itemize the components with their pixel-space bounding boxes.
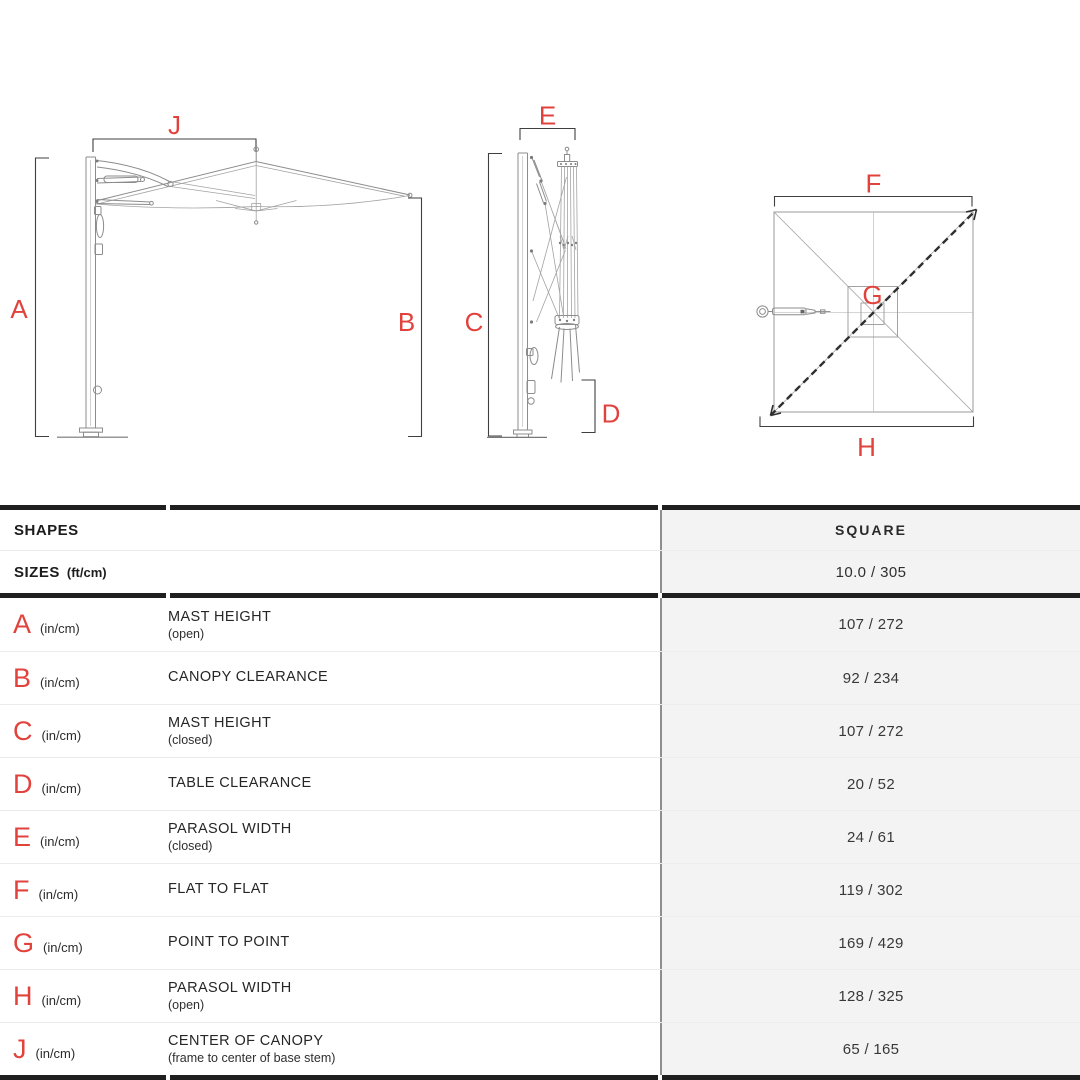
turnbuckle <box>757 306 831 317</box>
row-value: 107 / 272 <box>660 705 1080 757</box>
row-description: CANOPY CLEARANCE <box>168 669 329 685</box>
row-letter: B <box>13 662 32 693</box>
shape-value: SQUARE <box>660 510 1080 550</box>
spec-row-b <box>0 651 1080 704</box>
shapes-header-row <box>0 510 1080 551</box>
closed-umbrella-diagram <box>465 101 621 438</box>
dim-line-d <box>582 380 596 433</box>
dim-label-j: J <box>168 110 181 140</box>
row-description: POINT TO POINT <box>168 934 290 950</box>
row-unit: (in/cm) <box>35 1045 76 1061</box>
row-letter: G <box>13 927 35 958</box>
spec-row-g <box>0 916 1080 969</box>
row-unit: (in/cm) <box>40 833 80 849</box>
row-letter: D <box>13 768 33 799</box>
row-description: FLAT TO FLAT <box>168 881 269 897</box>
row-value: 92 / 234 <box>660 652 1080 704</box>
row-value: 107 / 272 <box>660 598 1080 651</box>
row-unit: (in/cm) <box>38 886 79 902</box>
row-value: 169 / 429 <box>660 917 1080 969</box>
spec-row-j <box>0 1022 1080 1075</box>
dim-line-c <box>489 154 503 437</box>
spec-row-d <box>0 757 1080 810</box>
row-letter: F <box>13 874 30 905</box>
dim-label-f: F <box>865 168 882 199</box>
row-value: 128 / 325 <box>660 970 1080 1022</box>
dim-label-b: B <box>397 307 416 337</box>
dim-label-c: C <box>464 307 484 337</box>
spec-row-c <box>0 704 1080 757</box>
row-sub: (closed) <box>168 839 213 853</box>
row-unit: (in/cm) <box>41 992 82 1008</box>
row-value: 24 / 61 <box>660 811 1080 863</box>
spec-row-e <box>0 810 1080 863</box>
size-value: 10.0 / 305 <box>660 551 1080 593</box>
spec-row-f <box>0 863 1080 916</box>
shapes-label: SHAPES <box>14 521 79 539</box>
dim-line-a <box>36 158 50 437</box>
row-description: CENTER OF CANOPY <box>168 1033 324 1049</box>
dim-label-d: D <box>601 398 621 429</box>
dim-label-h: H <box>857 432 876 462</box>
row-value: 65 / 165 <box>660 1023 1080 1075</box>
sizes-header-row <box>0 551 1080 593</box>
dim-label-e: E <box>538 100 557 131</box>
row-sub: (closed) <box>168 733 213 747</box>
row-unit: (in/cm) <box>41 780 82 796</box>
row-unit: (in/cm) <box>43 939 83 955</box>
row-unit: (in/cm) <box>40 621 80 636</box>
row-letter: A <box>13 609 32 639</box>
dim-label-g: G <box>862 280 883 310</box>
row-description: MAST HEIGHT <box>168 608 272 625</box>
row-letter: J <box>13 1033 27 1064</box>
row-unit: (in/cm) <box>40 674 80 690</box>
row-description: TABLE CLEARANCE <box>168 775 312 791</box>
row-sub: (frame to center of base stem) <box>168 1051 336 1065</box>
canopy-top-view-diagram <box>757 169 977 463</box>
dimension-diagrams <box>0 0 1080 505</box>
row-letter: H <box>13 980 33 1011</box>
row-description: PARASOL WIDTH <box>168 980 292 996</box>
row-sub: (open) <box>168 998 205 1012</box>
row-unit: (in/cm) <box>41 727 82 743</box>
spec-table <box>0 505 1080 1080</box>
row-description: MAST HEIGHT <box>168 715 272 731</box>
dim-bracket-h <box>760 417 974 427</box>
spec-row-a <box>0 598 1080 651</box>
open-umbrella-diagram <box>10 110 421 437</box>
row-sub: (open) <box>168 626 205 641</box>
row-letter: E <box>13 821 32 852</box>
row-value: 119 / 302 <box>660 864 1080 916</box>
sizes-label: SIZES <box>14 563 60 581</box>
row-letter: C <box>13 715 33 746</box>
dim-label-a: A <box>10 294 28 324</box>
spec-row-h <box>0 969 1080 1022</box>
table-bottom-rule <box>0 1075 1080 1080</box>
row-value: 20 / 52 <box>660 758 1080 810</box>
row-description: PARASOL WIDTH <box>168 821 292 837</box>
sizes-unit: (ft/cm) <box>66 564 107 580</box>
dim-bracket-j <box>93 139 256 152</box>
